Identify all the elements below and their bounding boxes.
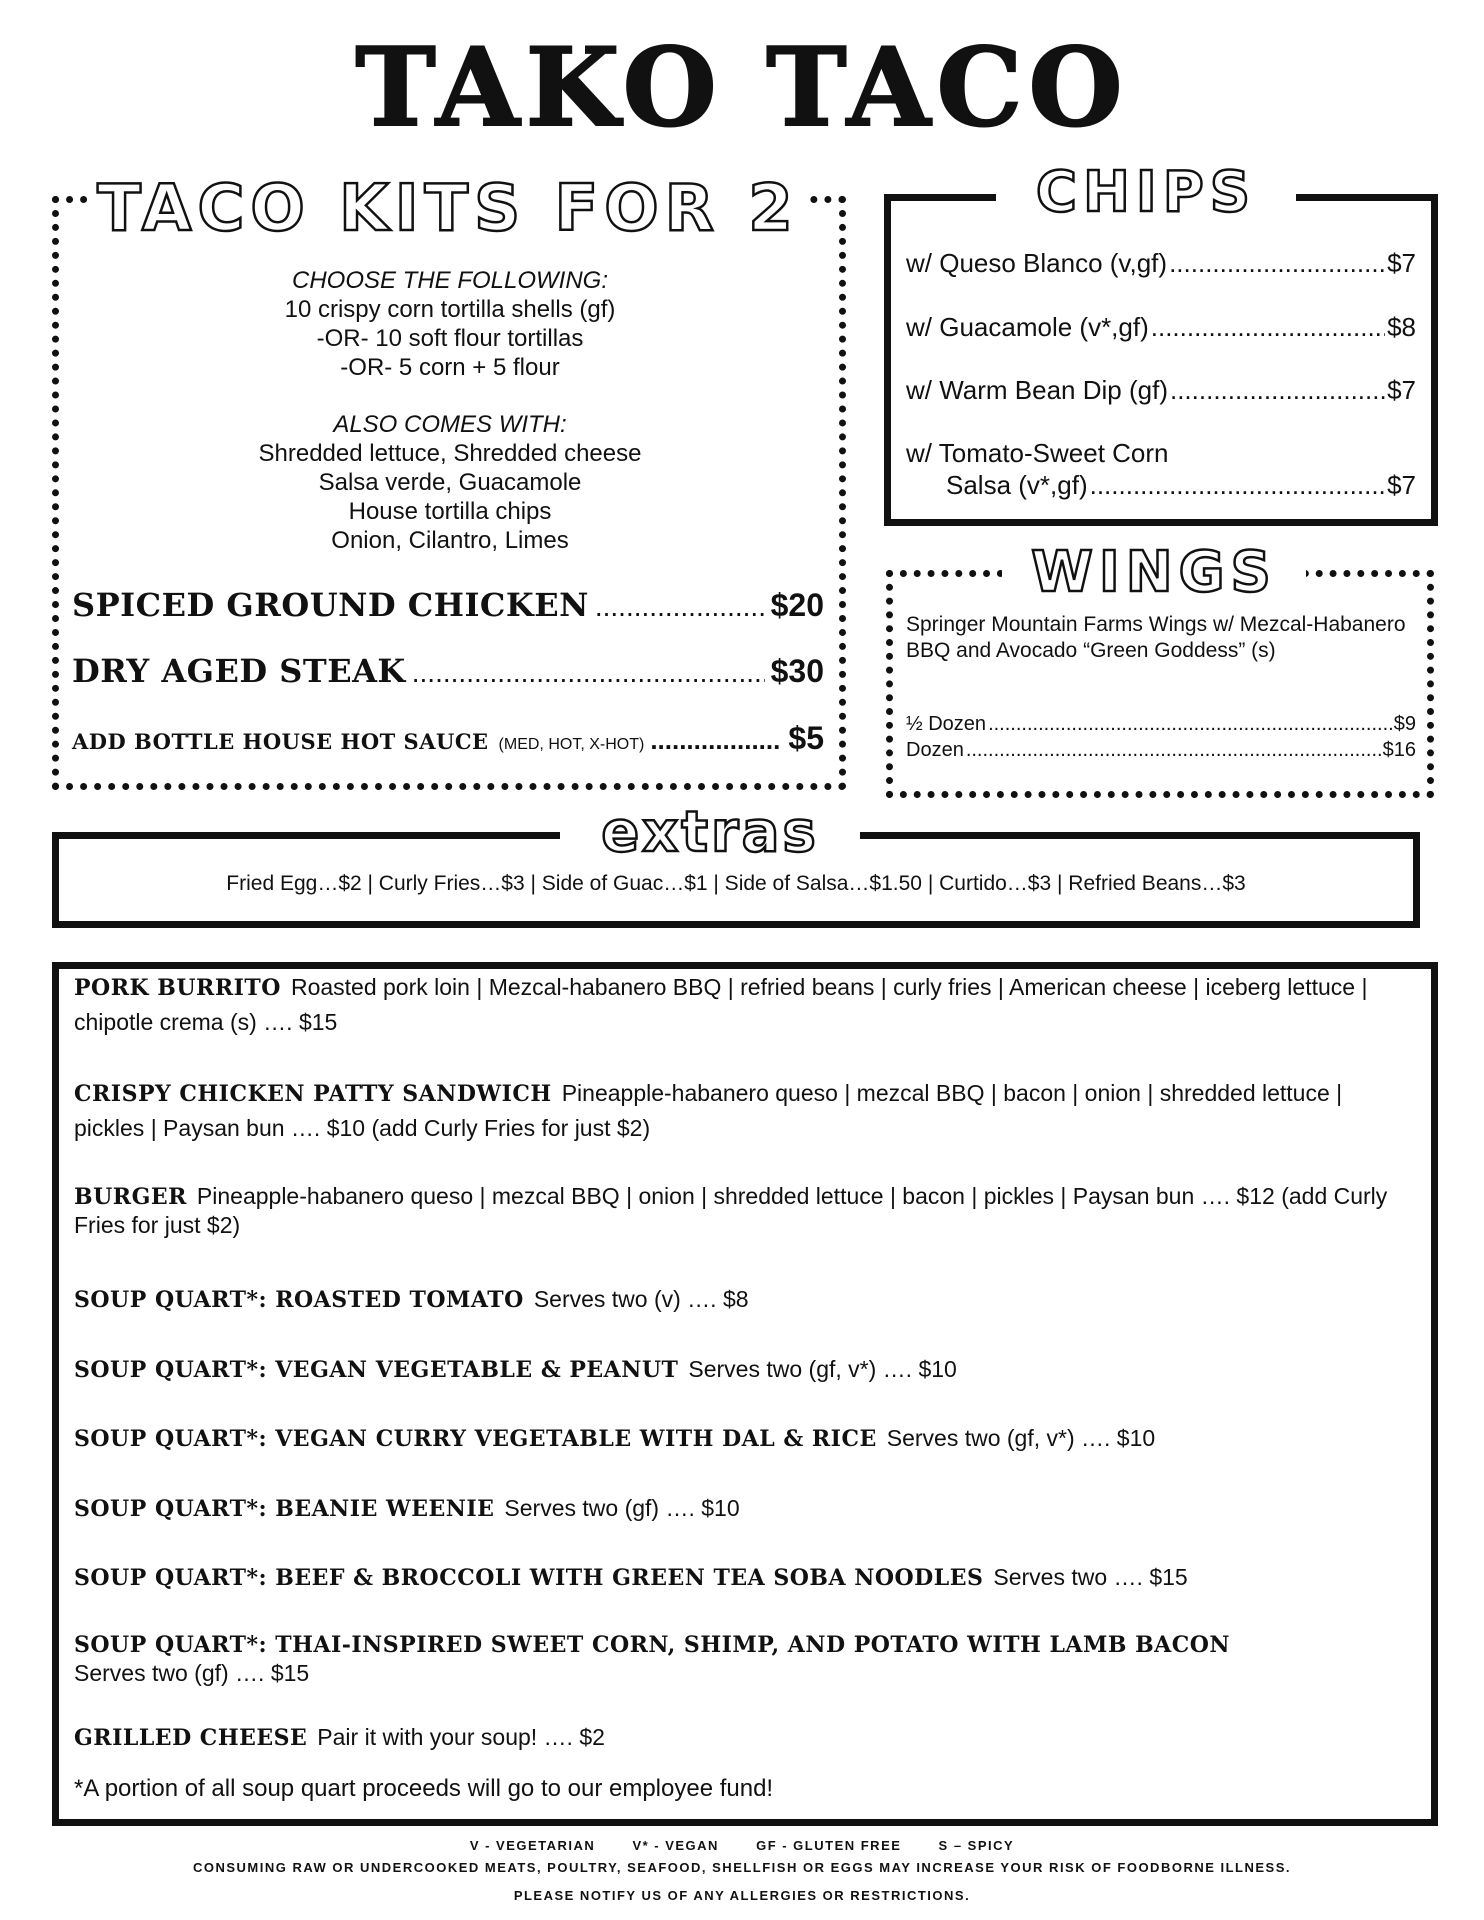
extras-list: Fried Egg…$2 | Curly Fries…$3 | Side of Guac…$1 | Side of Salsa…$1.50 | Curtido…$3 | Refried Beans…$3 [226, 872, 1246, 895]
taco-kit-item [72, 586, 824, 624]
menu-item-desc: Serves two (v) …. $8 [533, 1286, 749, 1312]
menu-item-desc: Roasted pork loin | Mezcal-habanero BBQ | refried beans | curly fries | American cheese | iceberg lettuce | chipotle crema (s) …. $15 [74, 974, 1368, 1035]
chips-title: CHIPS [1035, 160, 1257, 225]
wings-item-price: $9 [1393, 713, 1416, 735]
addon-price: $5 [788, 720, 824, 756]
menu-item-name: PORK BURRITO [74, 975, 281, 1001]
legend-item: GF - GLUTEN FREE [756, 1838, 902, 1853]
legend-item: S – SPICY [938, 1838, 1015, 1853]
chips-item [946, 470, 1416, 501]
menu-item [74, 1630, 1414, 1687]
menu-item-desc: Serves two (gf) …. $10 [504, 1495, 740, 1521]
menu-item-name: BURGER [74, 1184, 187, 1210]
menu-item [74, 970, 1414, 1039]
hot-sauce-addon [72, 720, 824, 757]
taco-kit-name: DRY AGED STEAK [72, 652, 406, 690]
menu-item-desc: Serves two (gf, v*) …. $10 [688, 1356, 957, 1382]
comes-with-item: Onion, Cilantro, Limes [331, 527, 569, 554]
menu-item [74, 1076, 1414, 1145]
choose-option: -OR- 5 corn + 5 flour [340, 354, 560, 381]
menu-item-desc: Pineapple-habanero queso | mezcal BBQ | bacon | onion | shredded lettuce | pickles | Paysan bun …. $10 (add Curly Fries for just $2) [74, 1080, 1343, 1141]
taco-kit-price: $20 [770, 587, 824, 623]
chips-item-name: w/ Queso Blanco (v,gf) [906, 248, 1168, 278]
menu-item-name: SOUP QUART*: VEGAN VEGETABLE & PEANUT [74, 1357, 679, 1383]
restaurant-title: TAKO TACO [355, 25, 1129, 151]
chips-item [906, 248, 1416, 279]
food-safety-warning: CONSUMING RAW OR UNDERCOOKED MEATS, POULTRY, SEAFOOD, SHELLFISH OR EGGS MAY INCREASE YOUR RISK OF FOODBORNE ILLNESS. [192, 1860, 1292, 1875]
comes-with-item: Shredded lettuce, Shredded cheese [258, 440, 642, 467]
chips-item-name-cont: Salsa (v*,gf) [946, 470, 1088, 500]
menu-item-name: SOUP QUART*: BEEF & BROCCOLI WITH GREEN TEA SOBA NOODLES [74, 1565, 984, 1591]
choose-option: 10 crispy corn tortilla shells (gf) [284, 296, 616, 323]
comes-with-item: House tortilla chips [348, 498, 552, 525]
taco-kit-item [72, 652, 824, 690]
menu-item-desc: Serves two (gf) …. $15 [74, 1660, 310, 1686]
allergy-notice: PLEASE NOTIFY US OF ANY ALLERGIES OR RESTRICTIONS. [513, 1888, 971, 1903]
legend-item: V* - VEGAN [632, 1838, 719, 1853]
wings-item [906, 713, 1416, 736]
legend-item: V - VEGETARIAN [469, 1838, 596, 1853]
menu-item [74, 1720, 1414, 1755]
chips-item-price: $8 [1387, 312, 1416, 342]
menu-item-desc: Serves two …. $15 [993, 1564, 1188, 1590]
taco-kits-comes-with-section [60, 410, 840, 555]
menu-item-name: GRILLED CHEESE [74, 1725, 308, 1751]
wings-title: WINGS [1031, 540, 1277, 605]
wings-description: Springer Mountain Farms Wings w/ Mezcal-Habanero BBQ and Avocado “Green Goddess” (s) [906, 613, 1406, 662]
taco-kit-price: $30 [770, 653, 824, 689]
menu-item-name: SOUP QUART*: VEGAN CURRY VEGETABLE WITH DAL & RICE [74, 1426, 877, 1452]
menu-item [74, 1560, 1414, 1595]
menu-item-desc: Pair it with your soup! …. $2 [317, 1724, 605, 1750]
addon-name: ADD BOTTLE HOUSE HOT SAUCE [72, 729, 489, 754]
chips-item-name: w/ Guacamole (v*,gf) [906, 312, 1149, 342]
chips-item-name: w/ Tomato-Sweet Corn [906, 438, 1169, 468]
addon-note: (MED, HOT, X-HOT) [498, 736, 645, 753]
chips-item-price: $7 [1387, 470, 1416, 500]
menu-item-desc: Serves two (gf, v*) …. $10 [886, 1425, 1156, 1451]
menu-item [74, 1421, 1414, 1456]
taco-kit-name: SPICED GROUND CHICKEN [72, 586, 589, 624]
wings-item-name: ½ Dozen [906, 713, 987, 735]
menu-item-name: SOUP QUART*: BEANIE WEENIE [74, 1496, 495, 1522]
chips-item-name: w/ Warm Bean Dip (gf) [906, 375, 1168, 405]
menu-item [74, 1182, 1414, 1239]
extras-title: extras [601, 800, 819, 865]
choose-option: -OR- 10 soft flour tortillas [316, 325, 584, 352]
chips-item-price: $7 [1387, 248, 1416, 278]
menu-item-name: SOUP QUART*: THAI-INSPIRED SWEET CORN, SHIMP, AND POTATO WITH LAMB BACON [74, 1632, 1231, 1658]
menu-item-name: SOUP QUART*: ROASTED TOMATO [74, 1287, 524, 1313]
menu-item [74, 1352, 1414, 1387]
menu-item-name: CRISPY CHICKEN PATTY SANDWICH [74, 1081, 552, 1107]
chips-item [906, 312, 1416, 343]
chips-item [906, 375, 1416, 406]
choose-heading: CHOOSE THE FOLLOWING: [291, 267, 609, 294]
taco-kits-choose-section [60, 266, 840, 382]
wings-item [906, 739, 1416, 762]
menu-item-desc: Pineapple-habanero queso | mezcal BBQ | onion | shredded lettuce | bacon | pickles | Paysan bun …. $12 (add Curly Fries for just $2) [74, 1183, 1388, 1238]
footnote: *A portion of all soup quart proceeds will go to our employee fund! [74, 1775, 774, 1802]
wings-item-name: Dozen [906, 739, 964, 761]
menu-item [74, 1491, 1414, 1526]
menu-item [74, 1282, 1414, 1317]
wings-item-price: $16 [1382, 739, 1416, 761]
dietary-legend [0, 1838, 1484, 1853]
comes-with-item: Salsa verde, Guacamole [318, 469, 582, 496]
comes-with-heading: ALSO COMES WITH: [333, 411, 567, 438]
taco-kits-title: TACO KITS FOR 2 [97, 172, 799, 246]
chips-item-price: $7 [1387, 375, 1416, 405]
